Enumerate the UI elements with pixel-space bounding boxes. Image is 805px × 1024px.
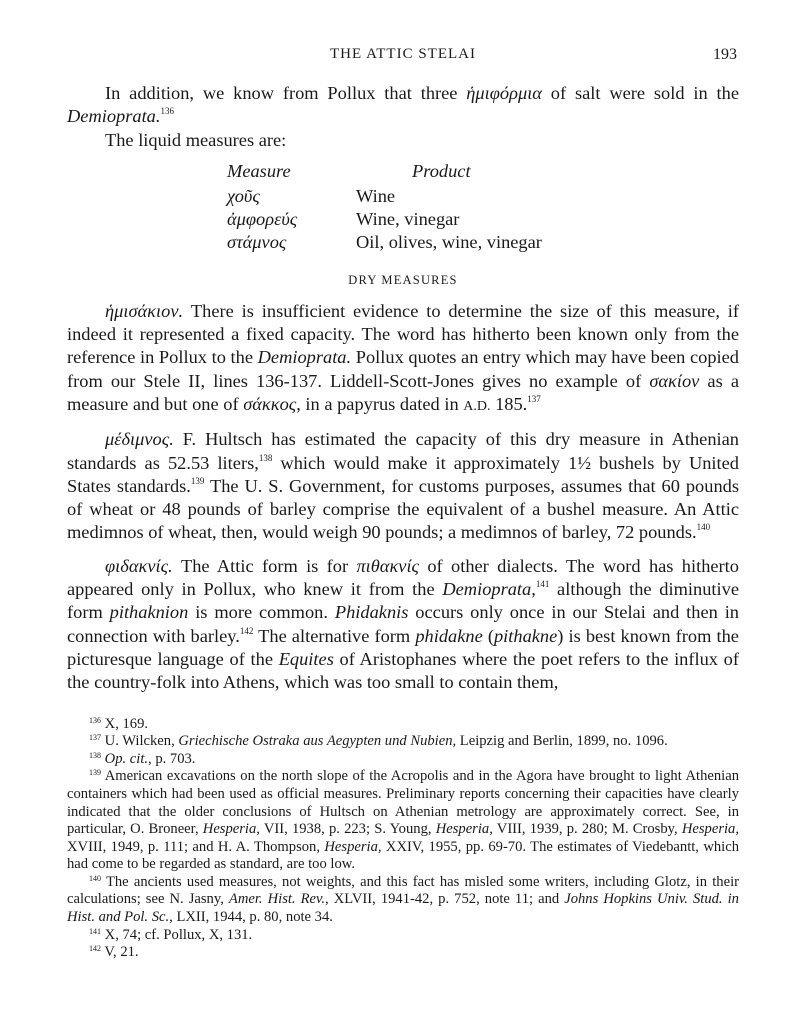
text-run: of Aristophanes where the poet refers to the influx of the country-folk into Athens, which was too small to contain them, [67,648,739,693]
product-cell: Oil, olives, wine, vinegar [356,232,542,253]
greek-term: ἡμιφόρμια [466,83,542,103]
greek-term: μέδιμνος. [105,429,174,450]
text-run: of salt were sold in the [541,83,739,103]
text-run: LXII, 1944, p. 80, note 34. [172,909,333,926]
italic-term: Op. cit., [101,750,152,767]
footnote-number: 136 [89,715,101,725]
text-run: VIII, 1939, p. 280; M. Crosby, [492,821,682,838]
text-run: ( [482,625,494,646]
paragraph-hemisakion [67,300,739,418]
italic-term: Hesperia, [681,821,739,838]
table-row [227,185,542,208]
footnotes [67,716,739,962]
measure-cell: ἀμφορεύς [227,209,298,230]
running-header [67,40,739,64]
text-run: ) is best known from the picturesque language of the [67,625,739,669]
text-run: Pollux quotes an entry which may have been copied from our Stele II, lines 136-137. Liddell-Scott-Jones gives no example of [67,347,739,391]
text-run: The alternative form [253,625,416,646]
header-measure: Measure [227,160,291,181]
text-run: which would make it approximately 1½ bushels by United States standards. [67,452,739,496]
text-run: XXIV, 1955, pp. 69-70. The estimates of Viedebantt, which had come to be regarded as standard, are too low. [67,838,739,873]
text-run: Leipzig and Berlin, 1899, no. 1096. [456,733,668,750]
italic-term: Griechische Ostraka aus Aegypten und Nubien, [178,733,457,750]
footnote-ref: 136 [160,106,174,117]
text-run: F. Hultsch has estimated the capacity of this dry measure in Athenian standards as 52.53 liters, [67,429,739,473]
greek-term: σακίον [649,370,700,391]
footnote-142 [67,944,739,962]
italic-term: phidakne [415,625,483,646]
footnote-number: 138 [89,750,101,760]
section-heading: DRY MEASURES [348,272,458,287]
text-run: occurs only once in our Stelai and then in connection with barley. [67,602,739,646]
text-run: X, 169. [101,715,149,732]
footnote-ref: 138 [258,452,273,463]
footnote-141 [67,927,739,945]
paragraph-medimnos [67,428,739,544]
header-product: Product [412,160,471,181]
italic-term: Demioprata, [442,579,536,600]
paragraph-phidaknis [67,555,739,695]
page [67,40,739,962]
table-row [227,231,542,254]
measure-cell: στάμνος [227,232,287,253]
text-run: p. 703. [151,750,196,767]
text-run: X, 74; cf. Pollux, X, 131. [101,926,253,943]
text-run: is more common. [188,602,335,623]
italic-term: Johns Hopkins Univ. Stud. in Hist. and Pol. Sc., [67,891,739,926]
footnote-140 [67,874,739,927]
footnote-ref: 140 [696,522,711,533]
greek-term: πιθακνίς [356,555,420,576]
greek-term: φιδακνίς. [105,555,173,576]
table-row [227,208,542,231]
text-run: The U. S. Government, for customs purposes, assumes that 60 pounds of wheat or 48 pounds of barley comprise the equivalent of a bushel measure. An Attic medimnos of wheat, then, would weigh 90 pounds; a medimnos of barley, 72 pounds. [67,475,739,543]
text-run: In addition, we know from Pollux that three [105,83,467,103]
text-run: VII, 1938, p. 223; S. Young, [259,821,436,838]
text-run: There is insufficient evidence to determine the size of this measure, if indeed it represented a fixed capacity. The word has hitherto been known only from the reference in Pollux to the [67,300,739,368]
paragraph-pollux-salt [67,82,739,129]
text-run: of other dialects. The word has hitherto appeared only in Pollux, who knew it from the [67,555,739,600]
footnote-ref: 139 [190,475,205,486]
italic-term: pithakne [493,625,558,646]
footnote-139 [67,768,739,874]
italic-term: Hesperia, [324,838,382,855]
product-cell: Wine [356,185,396,206]
footnote-136 [67,716,739,734]
italic-term: Hesperia, [202,821,260,838]
greek-term: σάκκος [243,393,297,414]
product-cell: Wine, vinegar [356,209,460,230]
italic-term: Phidaknis [334,602,409,623]
text-run: although the diminutive form [67,579,739,623]
footnote-138 [67,751,739,769]
text-run: XLVII, 1941-42, p. 752, note 11; and [328,891,565,908]
measure-cell: χοῦς [227,185,260,206]
text-run: XVIII, 1949, p. 111; and H. A. Thompson, [67,838,325,855]
footnote-number: 139 [89,768,101,778]
italic-term: pithaknion [109,602,189,623]
footnote-number: 137 [89,733,101,743]
greek-term: ἡμισάκιον. [105,300,184,321]
main-text [67,82,739,695]
italic-term: Demioprata. [257,347,352,368]
italic-term: Hesperia, [435,821,493,838]
text-run: American excavations on the north slope of the Acropolis and in the Agora have brought to light Athenian containers which had been used as official measures. Preliminary reports concerning their capacities have clearly indicated that the older conclusions of Hultsch on Athenian metrology are approximately correct. See, in particular, O. Broneer, [67,768,739,838]
footnote-ref: 142 [239,625,254,636]
text-run: as a measure and but one of [67,370,739,414]
footnote-137 [67,733,739,751]
italic-term: Amer. Hist. Rev., [228,891,329,908]
footnote-ref: 137 [527,393,541,404]
text-run: U. Wilcken, [101,733,179,750]
text-run: The Attic form is for [172,555,357,576]
small-caps-era: A.D. [463,398,491,414]
text-run: 185. [490,393,528,414]
footnote-ref: 141 [535,579,550,590]
italic-term: Equites [278,648,334,669]
text-run: The ancients used measures, not weights, and this fact has misled some writers, including Glotz, in their calculations; see N. Jasny, [67,873,739,908]
footnote-number: 142 [89,944,101,954]
table-header-row [227,160,542,185]
text-run: V, 21. [101,944,139,961]
paragraph-liquid-intro: The liquid measures are: [105,129,287,150]
liquid-measures-table [227,160,542,255]
text-run: , in a papyrus dated in [296,393,464,414]
italic-term: Demioprata. [67,106,161,127]
footnote-number: 141 [89,926,101,936]
page-number: 193 [713,46,737,63]
footnote-number: 140 [89,873,101,883]
running-title: THE ATTIC STELAI [330,46,476,62]
